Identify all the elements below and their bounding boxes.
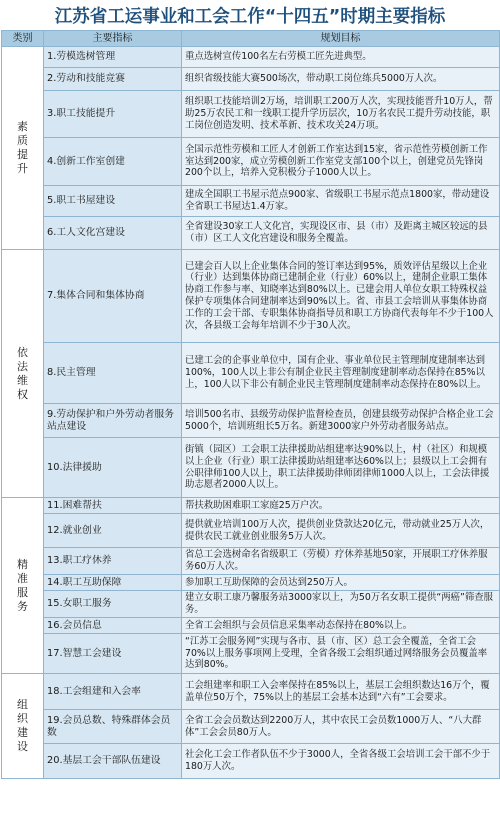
indicator-cell: 14.职工互助保障: [44, 575, 182, 591]
table-row: [2, 618, 500, 634]
table-row: [2, 438, 500, 498]
table-row: [2, 47, 500, 68]
indicator-cell: 15.女职工服务: [44, 591, 182, 618]
target-cell: 建立女职工康乃馨服务站3000家以上，为50万名女职工提供“两癌”筛查服务。: [182, 591, 500, 618]
header-indicator: 主要指标: [44, 31, 182, 47]
target-cell: 组织职工技能培训2万场，培训职工200万人次，实现技能晋升10万人，帮助25万农民工和一线职工提升学历层次，10万名农民工提升劳动技能，职工岗位创造发明、技术革新、技术攻关24万项。: [182, 91, 500, 138]
target-cell: 工会组建率和职工入会率保持在85%以上，基层工会组织数达16万个，覆盖单位50万个，75%以上的基层工会基本达到“六有”工会要求。: [182, 674, 500, 710]
page-title: 江苏省工运事业和工会工作“十四五”时期主要指标: [54, 6, 446, 27]
table-row: [2, 744, 500, 779]
target-cell: 帮扶救助困难职工家庭25万户次。: [182, 498, 500, 514]
indicator-cell: 2.劳动和技能竞赛: [44, 68, 182, 91]
indicator-cell: 16.会员信息: [44, 618, 182, 634]
target-cell: 全省建设30家工人文化宫，实现设区市、县（市）及距离主城区较远的县（市）区工人文化宫建设和服务全覆盖。: [182, 217, 500, 250]
target-cell: 已建会百人以上企业集体合同的签订率达到95%，质效评估星级以上企业（行业）达到集体协商已建制企业（行业）60%以上，建制企业职工集体协商工作参与率、知晓率达到80%以上。已建会用人单位女职工特殊权益保护专项集体合同建制率达到90%以上。省、市县工会培训从事集体协商工作的工会干部、专职集体协商指导员和职工方协商代表每年不少于100人次，各县级工会每年培训不少于30人次。: [182, 250, 500, 343]
header-target: 规划目标: [182, 31, 500, 47]
indicator-cell: 12.就业创业: [44, 514, 182, 548]
indicators-table: [1, 30, 500, 779]
table-row: [2, 575, 500, 591]
table-row: [2, 634, 500, 674]
indicator-cell: 13.职工疗休养: [44, 548, 182, 575]
target-cell: 提供就业培训100万人次，提供创业贷款达20亿元，带动就业25万人次，提供农民工就业创业服务5万人次。: [182, 514, 500, 548]
table-row: [2, 514, 500, 548]
table-row: [2, 217, 500, 250]
indicator-cell: 18.工会组建和入会率: [44, 674, 182, 710]
indicator-cell: 11.困难帮扶: [44, 498, 182, 514]
category-cell: 依法维权: [2, 250, 44, 498]
category-cell: 组织建设: [2, 674, 44, 779]
target-cell: 全国示范性劳模和工匠人才创新工作室达到15家，省示范性劳模创新工作室达到200家，成立劳模创新工作室党支部100个以上，创建党员先锋岗200个以上，培养入党积极分子1000人以上。: [182, 138, 500, 186]
table-row: [2, 68, 500, 91]
indicator-cell: 1.劳模选树管理: [44, 47, 182, 68]
table-row: [2, 91, 500, 138]
target-cell: 全省工会会员数达到2200万人，其中农民工会员数1000万人、“八大群体”工会会员80万人。: [182, 710, 500, 744]
table-row: [2, 343, 500, 404]
indicator-cell: 17.智慧工会建设: [44, 634, 182, 674]
table-row: [2, 674, 500, 710]
table-row: [2, 710, 500, 744]
target-cell: 建成全国职工书屋示范点900家、省级职工书屋示范点1800家，带动建设全省职工书屋达1.4万家。: [182, 186, 500, 217]
table-row: [2, 548, 500, 575]
category-cell: 精准服务: [2, 498, 44, 674]
indicator-cell: 8.民主管理: [44, 343, 182, 404]
target-cell: 全省工会组织与会员信息采集率动态保持在80%以上。: [182, 618, 500, 634]
indicator-cell: 10.法律援助: [44, 438, 182, 498]
table-row: [2, 250, 500, 343]
target-cell: 社会化工会工作者队伍不少于3000人，全省各级工会培训工会干部不少于180万人次。: [182, 744, 500, 779]
indicator-cell: 19.会员总数、特殊群体会员数: [44, 710, 182, 744]
indicator-cell: 6.工人文化宫建设: [44, 217, 182, 250]
table-row: [2, 498, 500, 514]
indicator-cell: 4.创新工作室创建: [44, 138, 182, 186]
indicator-cell: 3.职工技能提升: [44, 91, 182, 138]
target-cell: 培训500名市、县级劳动保护监督检查员，创建县级劳动保护合格企业工会5000个，培训班组长5万名。新建3000家户外劳动者服务站点。: [182, 404, 500, 438]
indicator-cell: 20.基层工会干部队伍建设: [44, 744, 182, 779]
table-row: [2, 591, 500, 618]
table-row: [2, 404, 500, 438]
target-cell: 省总工会选树命名省级职工（劳模）疗休养基地50家，开展职工疗休养服务60万人次。: [182, 548, 500, 575]
target-cell: 参加职工互助保障的会员达到250万人。: [182, 575, 500, 591]
table-header-row: [2, 31, 500, 47]
indicator-cell: 5.职工书屋建设: [44, 186, 182, 217]
header-category: 类别: [2, 31, 44, 47]
target-cell: “江苏工会服务网”实现与各市、县（市、区）总工会全覆盖，全省工会70%以上服务事项网上受理，全省各级工会组织通过网络服务会员覆盖率达到80%。: [182, 634, 500, 674]
table-row: [2, 138, 500, 186]
indicator-cell: 9.劳动保护和户外劳动者服务站点建设: [44, 404, 182, 438]
target-cell: 街镇（园区）工会职工法律援助站组建率达90%以上，村（社区）和规模以上企业（行业）职工法律援助站组建率达60%以上；县级以上工会拥有公职律师100人以上，职工法律援助律师团律师1000人以上，工会法律援助志愿者2000人以上。: [182, 438, 500, 498]
category-cell: 素质提升: [2, 47, 44, 250]
target-cell: 重点选树宣传100名左右劳模工匠先进典型。: [182, 47, 500, 68]
target-cell: 已建工会的企事业单位中，国有企业、事业单位民主管理制度建制率达到100%，100人以上非公有制企业民主管理制度建制率动态保持在85%以上，100人以下非公有制企业民主管理制度建制率动态保持在80%以上。: [182, 343, 500, 404]
indicator-cell: 7.集体合同和集体协商: [44, 250, 182, 343]
table-row: [2, 186, 500, 217]
target-cell: 组织省级技能大赛500场次，带动职工岗位练兵5000万人次。: [182, 68, 500, 91]
